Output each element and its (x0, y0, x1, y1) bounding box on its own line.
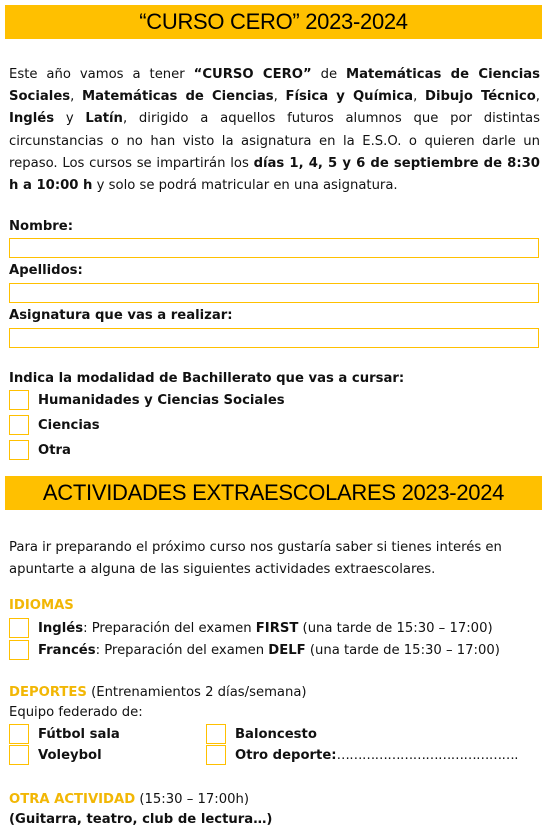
idiomas-heading: IDIOMAS (9, 598, 74, 613)
asignatura-label: Asignatura que vas a realizar: (9, 308, 233, 323)
intro-segment: Este año vamos a tener (9, 67, 194, 82)
intro-segment: , dirigido a aquellos futuros alumnos que por distintas circunstancias o no han visto la asignatura en la E.S.O. o quieren darle un repaso. Los cursos se impartirán los (9, 111, 540, 171)
checkbox[interactable] (9, 745, 29, 765)
intro-segment: días 1, 4, 5 y 6 de septiembre de 8:30 h a 10:00 h (9, 155, 540, 194)
idioma-ingles[interactable] (9, 618, 493, 638)
deportes-heading: DEPORTES (Entrenamientos 2 días/semana) (9, 685, 307, 700)
intro-segment: Matemáticas de Ciencias (82, 89, 274, 105)
checkbox[interactable] (9, 415, 29, 435)
intro-segment: Matemáticas de Ciencias Sociales (9, 67, 541, 105)
modalidad-option-ciencias[interactable] (9, 415, 100, 435)
checkbox[interactable] (206, 745, 226, 765)
actividades-intro: Para ir preparando el próximo curso nos gustaría saber si tienes interés en apuntarte a alguna de las siguientes actividades extraescolares. (9, 540, 502, 578)
option-label: Voleybol (38, 747, 102, 763)
checkbox[interactable] (9, 640, 29, 660)
option-label: Fútbol sala (38, 726, 120, 742)
actividades-title-band (5, 476, 542, 510)
apellidos-field[interactable] (9, 283, 539, 303)
intro-segment: Latín (85, 111, 123, 127)
asignatura-field[interactable] (9, 328, 539, 348)
intro-segment: y solo se podrá matricular en una asignatura. (92, 178, 398, 194)
intro-segment: , (535, 89, 540, 105)
checkbox[interactable] (9, 440, 29, 460)
idioma-frances-text: Francés: Preparación del examen DELF (una tarde de 15:30 – 17:00) (38, 642, 500, 658)
option-label: Otra (38, 442, 71, 458)
intro-segment: Dibujo Técnico (425, 89, 536, 105)
idioma-ingles-text: Inglés: Preparación del examen FIRST (una tarde de 15:30 – 17:00) (38, 620, 493, 636)
modalidad-option-otra[interactable] (9, 440, 71, 460)
idioma-frances[interactable] (9, 640, 500, 660)
intro-segment: de (311, 67, 347, 82)
checkbox[interactable] (9, 618, 29, 638)
otra-actividad-heading: OTRA ACTIVIDAD (15:30 – 17:00h) (9, 792, 249, 807)
checkbox[interactable] (206, 724, 226, 744)
intro-segment: Inglés (9, 111, 55, 127)
deporte-baloncesto[interactable] (206, 724, 317, 744)
option-label: Baloncesto (235, 726, 317, 742)
option-label: Otro deporte: (235, 747, 337, 763)
curso-cero-intro (9, 64, 540, 197)
curso-cero-title-band (5, 5, 542, 39)
fill-in-dots: ……………………………………. (336, 747, 518, 763)
intro-segment: , (413, 89, 425, 105)
deporte-otro[interactable] (206, 745, 518, 765)
option-label: Humanidades y Ciencias Sociales (38, 392, 285, 408)
nombre-label: Nombre: (9, 219, 73, 234)
modalidad-label: Indica la modalidad de Bachillerato que vas a cursar: (9, 371, 405, 386)
deporte-futbol-sala[interactable] (9, 724, 120, 744)
option-label: Ciencias (38, 417, 100, 433)
intro-segment: y (54, 111, 86, 127)
otra-actividad-detail: (Guitarra, teatro, club de lectura…) (9, 812, 273, 827)
nombre-field[interactable] (9, 238, 539, 258)
intro-segment: , (273, 89, 286, 105)
curso-cero-title: “CURSO CERO” 2023-2024 (139, 9, 408, 34)
intro-segment: , (70, 89, 83, 105)
deportes-subtitle: Equipo federado de: (9, 705, 143, 720)
intro-segment: “CURSO CERO” (193, 67, 312, 82)
checkbox[interactable] (9, 390, 29, 410)
apellidos-label: Apellidos: (9, 263, 83, 278)
modalidad-option-humanidades[interactable] (9, 390, 285, 410)
intro-segment: Física y Química (285, 89, 414, 105)
actividades-title: ACTIVIDADES EXTRAESCOLARES 2023-2024 (42, 480, 505, 505)
deporte-voleybol[interactable] (9, 745, 102, 765)
checkbox[interactable] (9, 724, 29, 744)
